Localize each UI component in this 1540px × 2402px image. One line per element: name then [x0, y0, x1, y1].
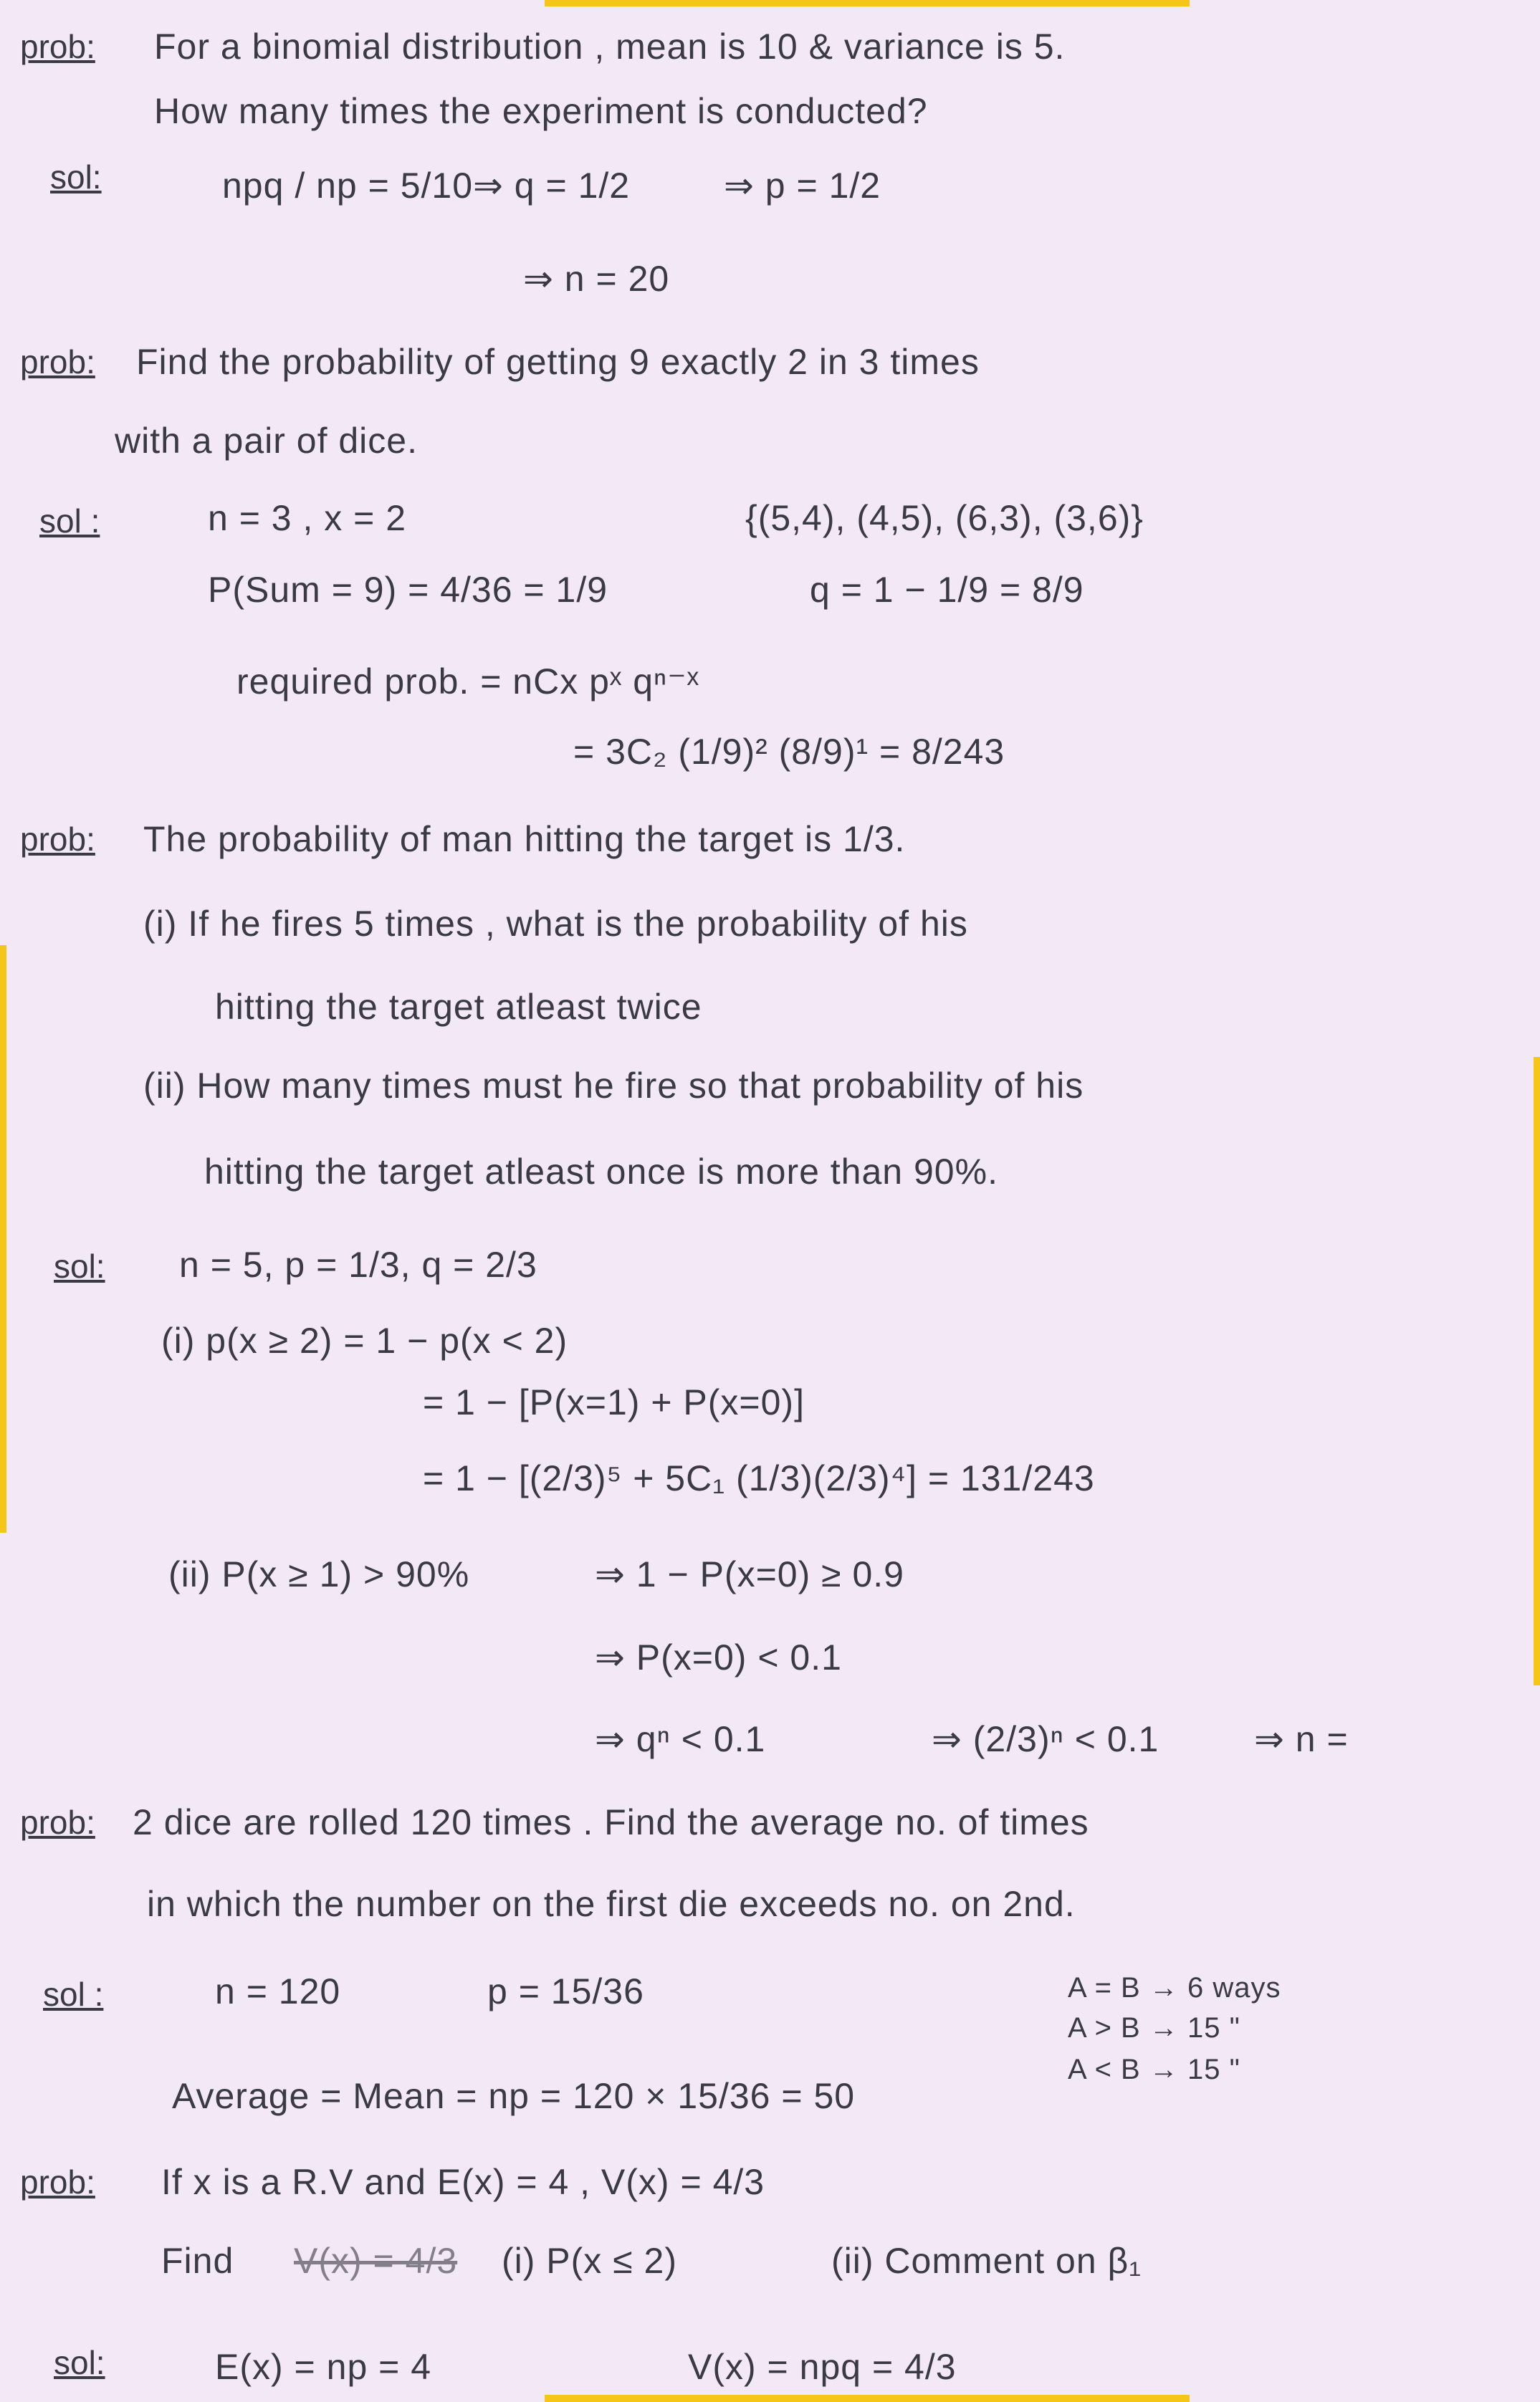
solution-step: p = 15/36 — [487, 1971, 644, 2011]
solution-step: V(x) = npq = 4/3 — [688, 2347, 957, 2387]
solution-step: q = 1 − 1/9 = 8/9 — [810, 570, 1084, 610]
question-line: For a binomial distribution , mean is 10 & variance is 5. — [154, 27, 1066, 67]
prob-label: prob: — [20, 820, 95, 858]
highlight-bar-left — [0, 945, 6, 1533]
solution-step: n = 3 , x = 2 — [208, 498, 407, 538]
question-line: The probability of man hitting the target is 1/3. — [143, 819, 906, 859]
sol-label: sol: — [50, 158, 102, 196]
prob-label: prob: — [20, 1804, 95, 1841]
question-line: hitting the target atleast once is more than 90%. — [204, 1152, 998, 1192]
question-line: Find the probability of getting 9 exactly 2 in 3 times — [136, 342, 980, 382]
question-line: hitting the target atleast twice — [215, 987, 702, 1027]
solution-step: ⇒ 1 − P(x=0) ≥ 0.9 — [595, 1554, 904, 1594]
question-line: Find — [161, 2241, 234, 2281]
solution-step: ⇒ qⁿ < 0.1 — [595, 1719, 766, 1759]
solution-step: P(Sum = 9) = 4/36 = 1/9 — [208, 570, 608, 610]
solution-step: ⇒ (2/3)ⁿ < 0.1 — [932, 1719, 1159, 1759]
solution-step: = 3C₂ (1/9)² (8/9)¹ = 8/243 — [573, 732, 1005, 772]
solution-step: Average = Mean = np = 120 × 15/36 = 50 — [172, 2076, 856, 2116]
solution-step: E(x) = np = 4 — [215, 2347, 432, 2387]
solution-step: = 1 − [P(x=1) + P(x=0)] — [423, 1382, 805, 1422]
question-line: (ii) How many times must he fire so that probability of his — [143, 1066, 1084, 1106]
sol-label: sol: — [54, 2344, 105, 2381]
prob-label: prob: — [20, 343, 95, 381]
solution-step: required prob. = nCx pˣ qⁿ⁻ˣ — [236, 661, 700, 702]
side-note: A = B → 6 ways — [1068, 1972, 1281, 2004]
solution-step: npq / np = 5/10 — [222, 166, 474, 206]
side-note: A > B → 15 " — [1068, 2012, 1240, 2044]
prob-label: prob: — [20, 28, 95, 65]
question-line: How many times the experiment is conducted? — [154, 91, 928, 131]
prob-label: prob: — [20, 2163, 95, 2201]
solution-step: n = 5, p = 1/3, q = 2/3 — [179, 1245, 537, 1285]
solution-step: = 1 − [(2/3)⁵ + 5C₁ (1/3)(2/3)⁴] = 131/243 — [423, 1458, 1095, 1498]
sol-label: sol: — [54, 1248, 105, 1285]
solution-step: ⇒ n = — [1254, 1719, 1349, 1759]
question-line: (i) P(x ≤ 2) — [502, 2241, 677, 2281]
question-line: with a pair of dice. — [115, 421, 418, 461]
struck-text: V(x) = 4/3 — [294, 2241, 458, 2281]
solution-step: ⇒ P(x=0) < 0.1 — [595, 1637, 842, 1678]
question-line: (ii) Comment on β₁ — [831, 2241, 1142, 2281]
solution-step: ⇒ p = 1/2 — [724, 166, 881, 206]
question-line: in which the number on the first die exceeds no. on 2nd. — [147, 1884, 1076, 1924]
sol-label: sol : — [43, 1976, 104, 2013]
solution-step: n = 120 — [215, 1971, 341, 2011]
side-note: A < B → 15 " — [1068, 2054, 1240, 2085]
solution-step: ⇒ q = 1/2 — [473, 166, 631, 206]
highlight-bar-right — [1534, 1057, 1540, 1685]
question-line: (i) If he fires 5 times , what is the probability of his — [143, 904, 968, 944]
question-line: If x is a R.V and E(x) = 4 , V(x) = 4/3 — [161, 2162, 765, 2202]
solution-step: (i) p(x ≥ 2) = 1 − p(x < 2) — [161, 1321, 568, 1361]
solution-step: {(5,4), (4,5), (6,3), (3,6)} — [745, 498, 1144, 538]
highlight-bar-top — [545, 0, 1190, 6]
solution-step: ⇒ n = 20 — [523, 259, 670, 299]
highlight-bar-bottom — [545, 2395, 1190, 2402]
sol-label: sol : — [39, 502, 100, 540]
question-line: 2 dice are rolled 120 times . Find the average no. of times — [133, 1802, 1089, 1842]
solution-step: (ii) P(x ≥ 1) > 90% — [168, 1554, 470, 1594]
